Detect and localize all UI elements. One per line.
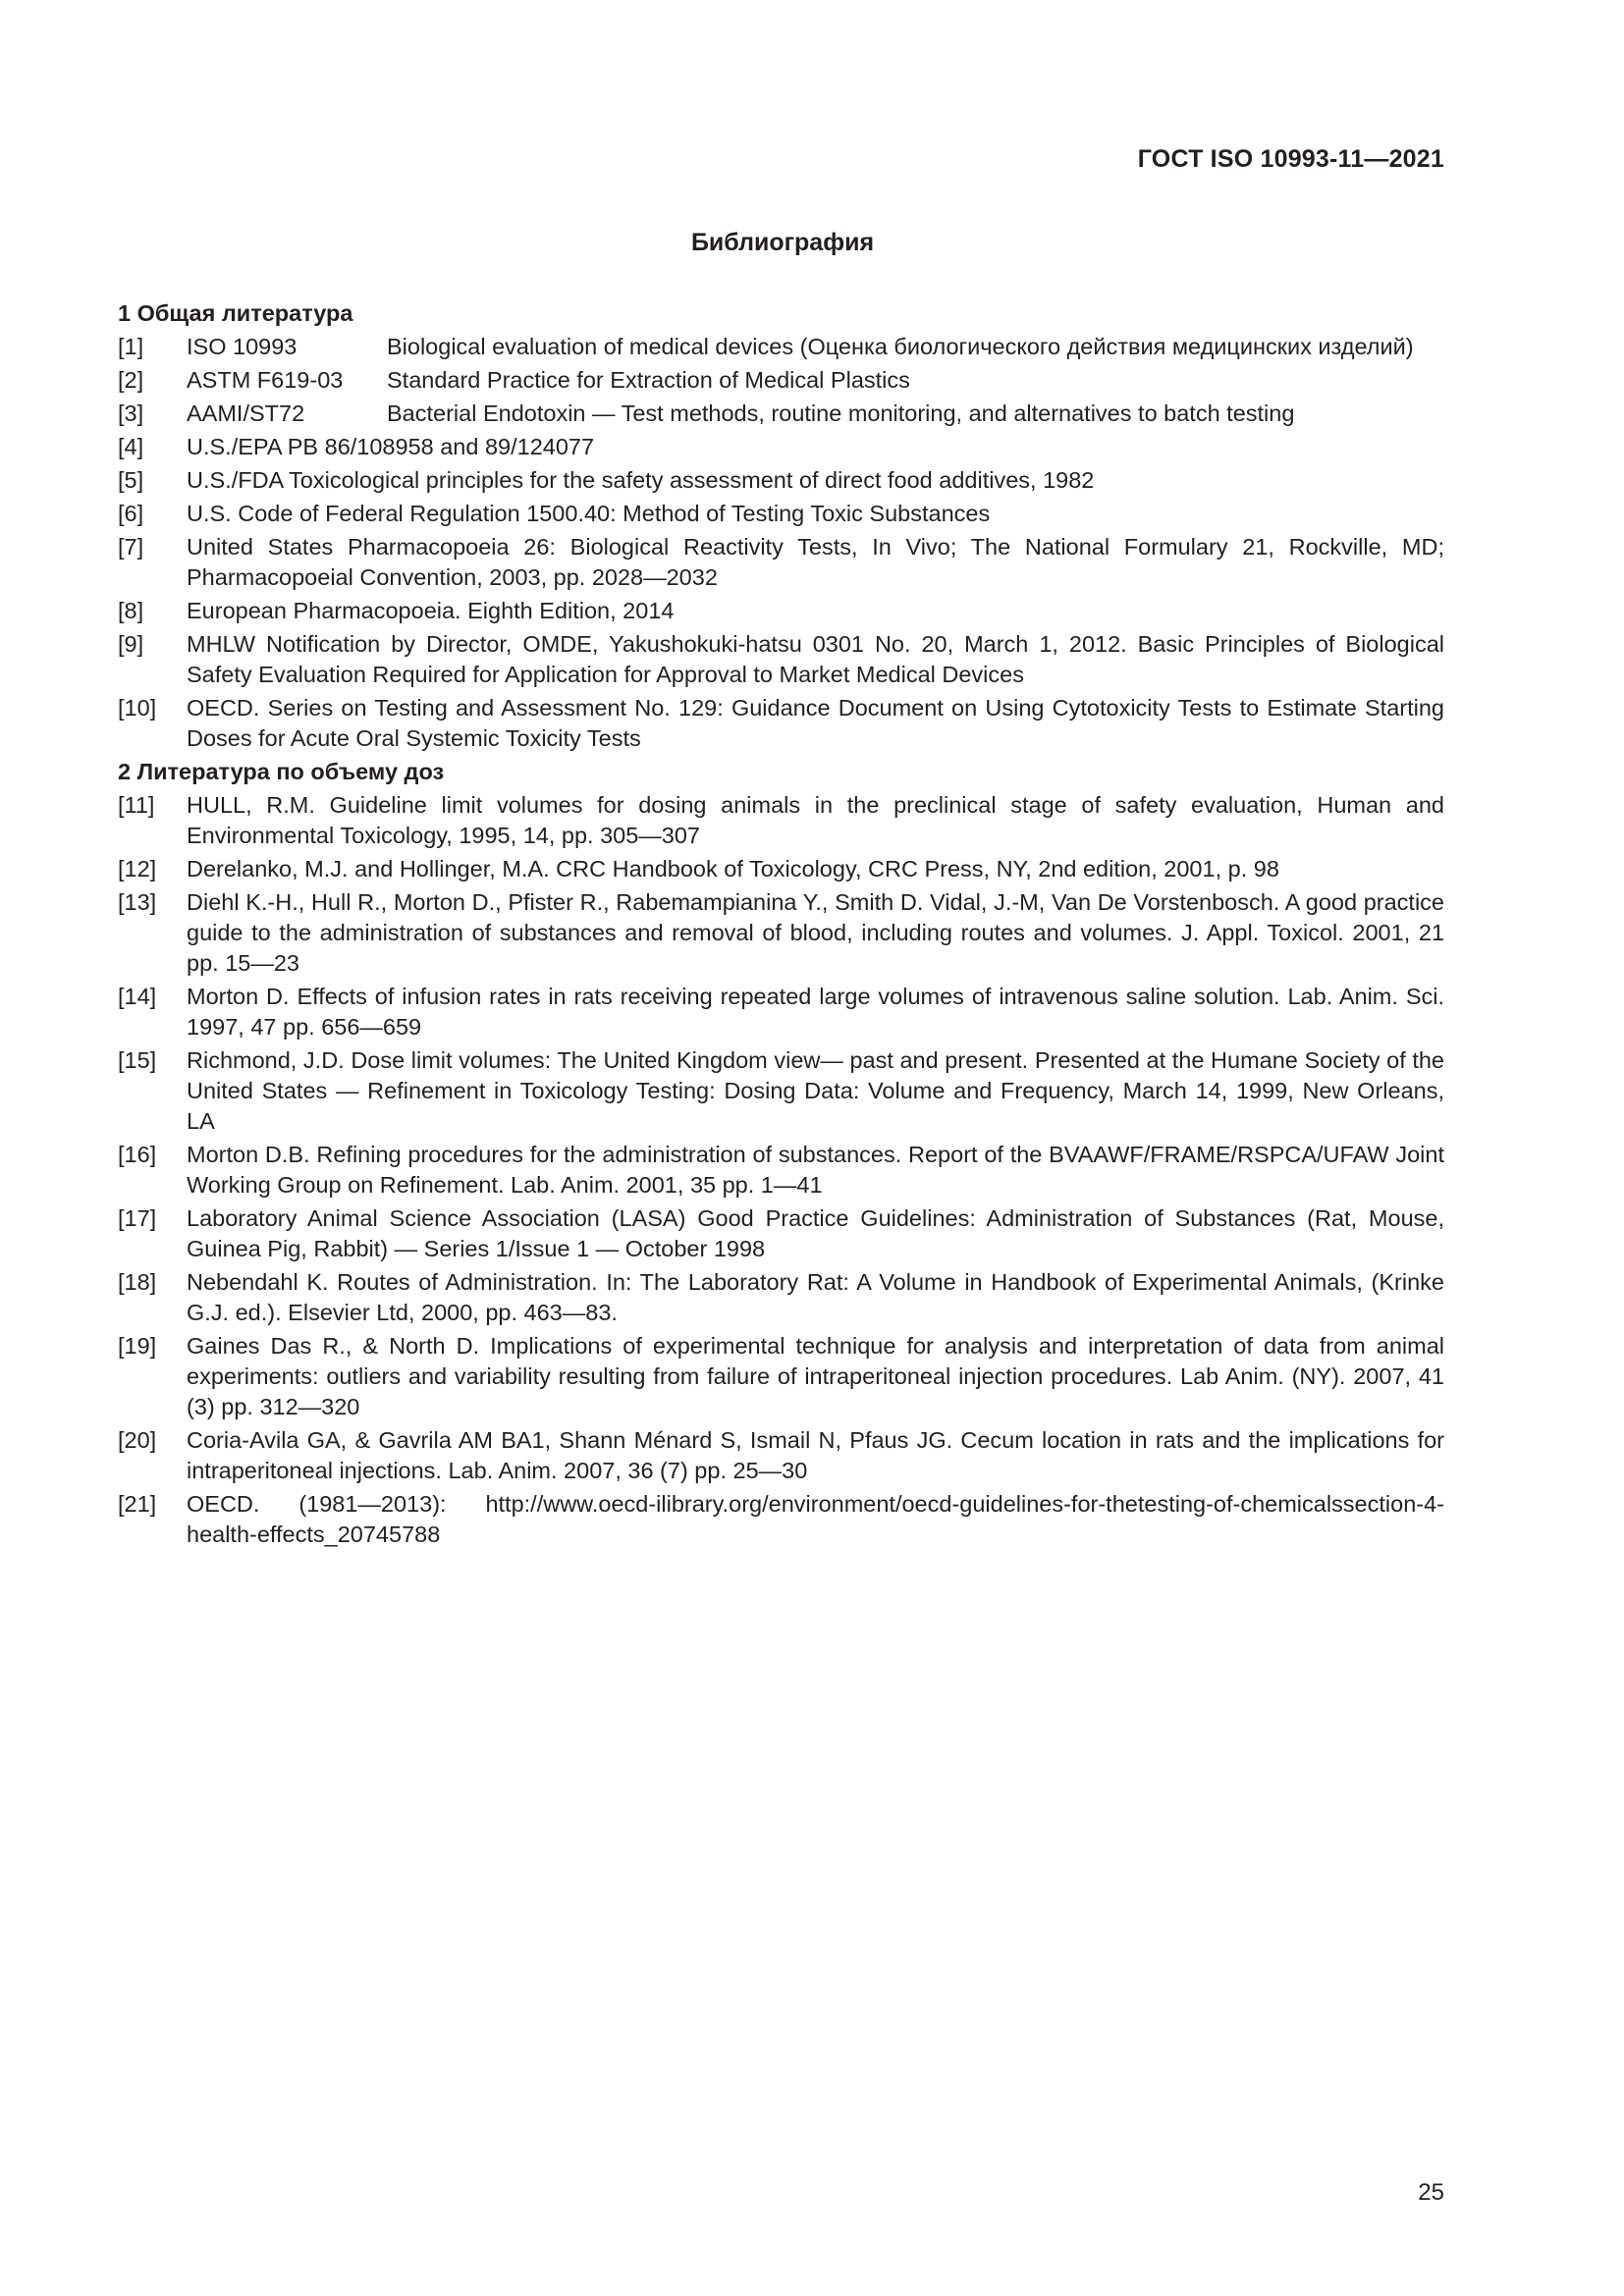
bibliography-entry — [118, 1267, 1444, 1328]
entry-text-url[interactable]: OECD. (1981—2013): http://www.oecd-ilibrary.org/environment/oecd-guidelines-for-thetesting-of-chemicalssection-4-health-effects_20745788 — [187, 1491, 1444, 1547]
bibliography-entry — [118, 1331, 1444, 1422]
bibliography-entry — [118, 790, 1444, 851]
entry-number: [18] — [118, 1269, 157, 1295]
entry-text: U.S./EPA PB 86/108958 and 89/124077 — [187, 434, 595, 459]
entry-text: HULL, R.M. Guideline limit volumes for dosing animals in the preclinical stage of safety evaluation, Human and Environmental Toxicology, 1995, 14, pp. 305—307 — [187, 792, 1444, 848]
standard-reference — [187, 365, 1444, 396]
page-number: 25 — [1418, 2179, 1444, 2206]
bibliography-entry — [118, 465, 1444, 496]
bibliography-entry — [118, 365, 1444, 396]
standard-code: AAMI/ST72 — [187, 400, 305, 426]
standard-reference — [187, 332, 1444, 362]
entry-number: [16] — [118, 1142, 157, 1167]
entry-text: United States Pharmacopoeia 26: Biological Reactivity Tests, In Vivo; The National Formulary 21, Rockville, MD; Pharmacopoeial Convention, 2003, pp. 2028—2032 — [187, 534, 1444, 590]
entry-number: [13] — [118, 889, 157, 915]
entry-text: European Pharmacopoeia. Eighth Edition, 2014 — [187, 598, 675, 623]
entry-body — [187, 332, 1444, 362]
bibliography-entry — [118, 693, 1444, 754]
section-general-literature — [118, 298, 1444, 754]
entry-text: Richmond, J.D. Dose limit volumes: The United Kingdom view— past and present. Presented at the Humane Society of the United States — Refinement in Toxicology Testing: Dosing Data: Volume and Frequency, March 14, 1999, New Orleans, LA — [187, 1047, 1444, 1134]
page-title: Библиография — [690, 229, 875, 256]
bibliography-entry — [118, 1489, 1444, 1550]
entry-number: [21] — [118, 1491, 157, 1517]
entry-text: Gaines Das R., & North D. Implications of experimental technique for analysis and interpretation of data from animal experiments: outliers and variability resulting from failure of intraperitoneal injection procedures. Lab Anim. (NY). 2007, 41 (3) pp. 312—320 — [187, 1333, 1444, 1419]
entry-number: [1] — [118, 334, 144, 359]
entry-text: OECD. Series on Testing and Assessment No. 129: Guidance Document on Using Cytotoxicity Tests to Estimate Starting Doses for Acute Oral Systemic Toxicity Tests — [187, 695, 1444, 751]
standard-title: Standard Practice for Extraction of Medical Plastics — [387, 367, 910, 393]
entry-body — [187, 399, 1444, 429]
entry-number: [20] — [118, 1427, 157, 1453]
bibliography-entry — [118, 887, 1444, 979]
entry-text: Morton D. Effects of infusion rates in rats receiving repeated large volumes of intravenous saline solution. Lab. Anim. Sci. 1997, 47 pp. 656—659 — [187, 984, 1444, 1040]
entry-text: U.S. Code of Federal Regulation 1500.40: Method of Testing Toxic Substances — [187, 501, 991, 526]
bibliography-entry — [118, 1045, 1444, 1137]
standard-title: Bacterial Endotoxin — Test methods, routine monitoring, and alternatives to batch testing — [387, 400, 1295, 426]
entry-number: [4] — [118, 434, 144, 459]
section-title: 1 Общая литература — [118, 300, 353, 326]
section-dose-volume-literature — [118, 757, 1444, 1550]
bibliography-entry — [118, 629, 1444, 690]
standard-reference — [187, 399, 1444, 429]
bibliography-entry — [118, 399, 1444, 429]
entry-number: [19] — [118, 1333, 157, 1359]
standard-code: ISO 10993 — [187, 334, 298, 359]
entry-text: Coria-Avila GA, & Gavrila AM BA1, Shann Ménard S, Ismail N, Pfaus JG. Cecum location in rats and the implications for intraperitoneal injections. Lab. Anim. 2007, 36 (7) pp. 25—30 — [187, 1427, 1444, 1483]
entry-text: MHLW Notification by Director, OMDE, Yakushokuki-hatsu 0301 No. 20, March 1, 2012. Basic Principles of Biological Safety Evaluation Required for Application for Approval to Market Medical Devices — [187, 631, 1444, 687]
entry-body — [187, 365, 1444, 396]
bibliography-entry — [118, 432, 1444, 462]
bibliography-entry — [118, 1203, 1444, 1264]
entry-number: [11] — [118, 792, 155, 818]
entry-number: [15] — [118, 1047, 157, 1073]
entry-number: [5] — [118, 467, 144, 493]
standard-code: ASTM F619-03 — [187, 367, 344, 393]
entry-text: U.S./FDA Toxicological principles for the safety assessment of direct food additives, 1982 — [187, 467, 1095, 493]
entry-number: [10] — [118, 695, 157, 721]
document-code: ГОСТ ISO 10993-11—2021 — [1137, 145, 1444, 173]
bibliography-entry — [118, 596, 1444, 626]
entry-text: Morton D.B. Refining procedures for the administration of substances. Report of the BVAAWF/FRAME/RSPCA/UFAW Joint Working Group on Refinement. Lab. Anim. 2001, 35 pp. 1—41 — [187, 1142, 1444, 1198]
entry-text: Laboratory Animal Science Association (LASA) Good Practice Guidelines: Administration of Substances (Rat, Mouse, Guinea Pig, Rabbit) — Series 1/Issue 1 — October 1998 — [187, 1205, 1444, 1261]
bibliography-entry — [118, 332, 1444, 362]
entry-number: [12] — [118, 856, 157, 881]
standard-title: Biological evaluation of medical devices (Оценка биологического действия медицинских изделий) — [387, 334, 1414, 359]
entry-number: [6] — [118, 501, 144, 526]
entry-number: [7] — [118, 534, 144, 560]
bibliography-entry — [118, 982, 1444, 1042]
entry-number: [9] — [118, 631, 144, 657]
entry-number: [17] — [118, 1205, 157, 1231]
bibliography-entry — [118, 1140, 1444, 1201]
section-title: 2 Литература по объему доз — [118, 759, 445, 784]
entry-text: Diehl K.-H., Hull R., Morton D., Pfister R., Rabemampianina Y., Smith D. Vidal, J.-M, Van De Vorstenbosch. A good practice guide to the administration of substances and removal of blood, including routes and volumes. J. Appl. Toxicol. 2001, 21 pp. 15—23 — [187, 889, 1444, 976]
entry-number: [3] — [118, 400, 144, 426]
entry-text: Derelanko, M.J. and Hollinger, M.A. CRC Handbook of Toxicology, CRC Press, NY, 2nd edition, 2001, p. 98 — [187, 856, 1279, 881]
bibliography-entry — [118, 499, 1444, 529]
bibliography — [118, 298, 1444, 1553]
entry-number: [8] — [118, 598, 144, 623]
entry-number: [14] — [118, 984, 157, 1009]
entry-number: [2] — [118, 367, 144, 393]
bibliography-entry — [118, 854, 1444, 884]
bibliography-entry — [118, 1425, 1444, 1486]
entry-text: Nebendahl K. Routes of Administration. In: The Laboratory Rat: A Volume in Handbook of Experimental Animals, (Krinke G.J. ed.). Elsevier Ltd, 2000, pp. 463—83. — [187, 1269, 1444, 1325]
bibliography-entry — [118, 532, 1444, 593]
